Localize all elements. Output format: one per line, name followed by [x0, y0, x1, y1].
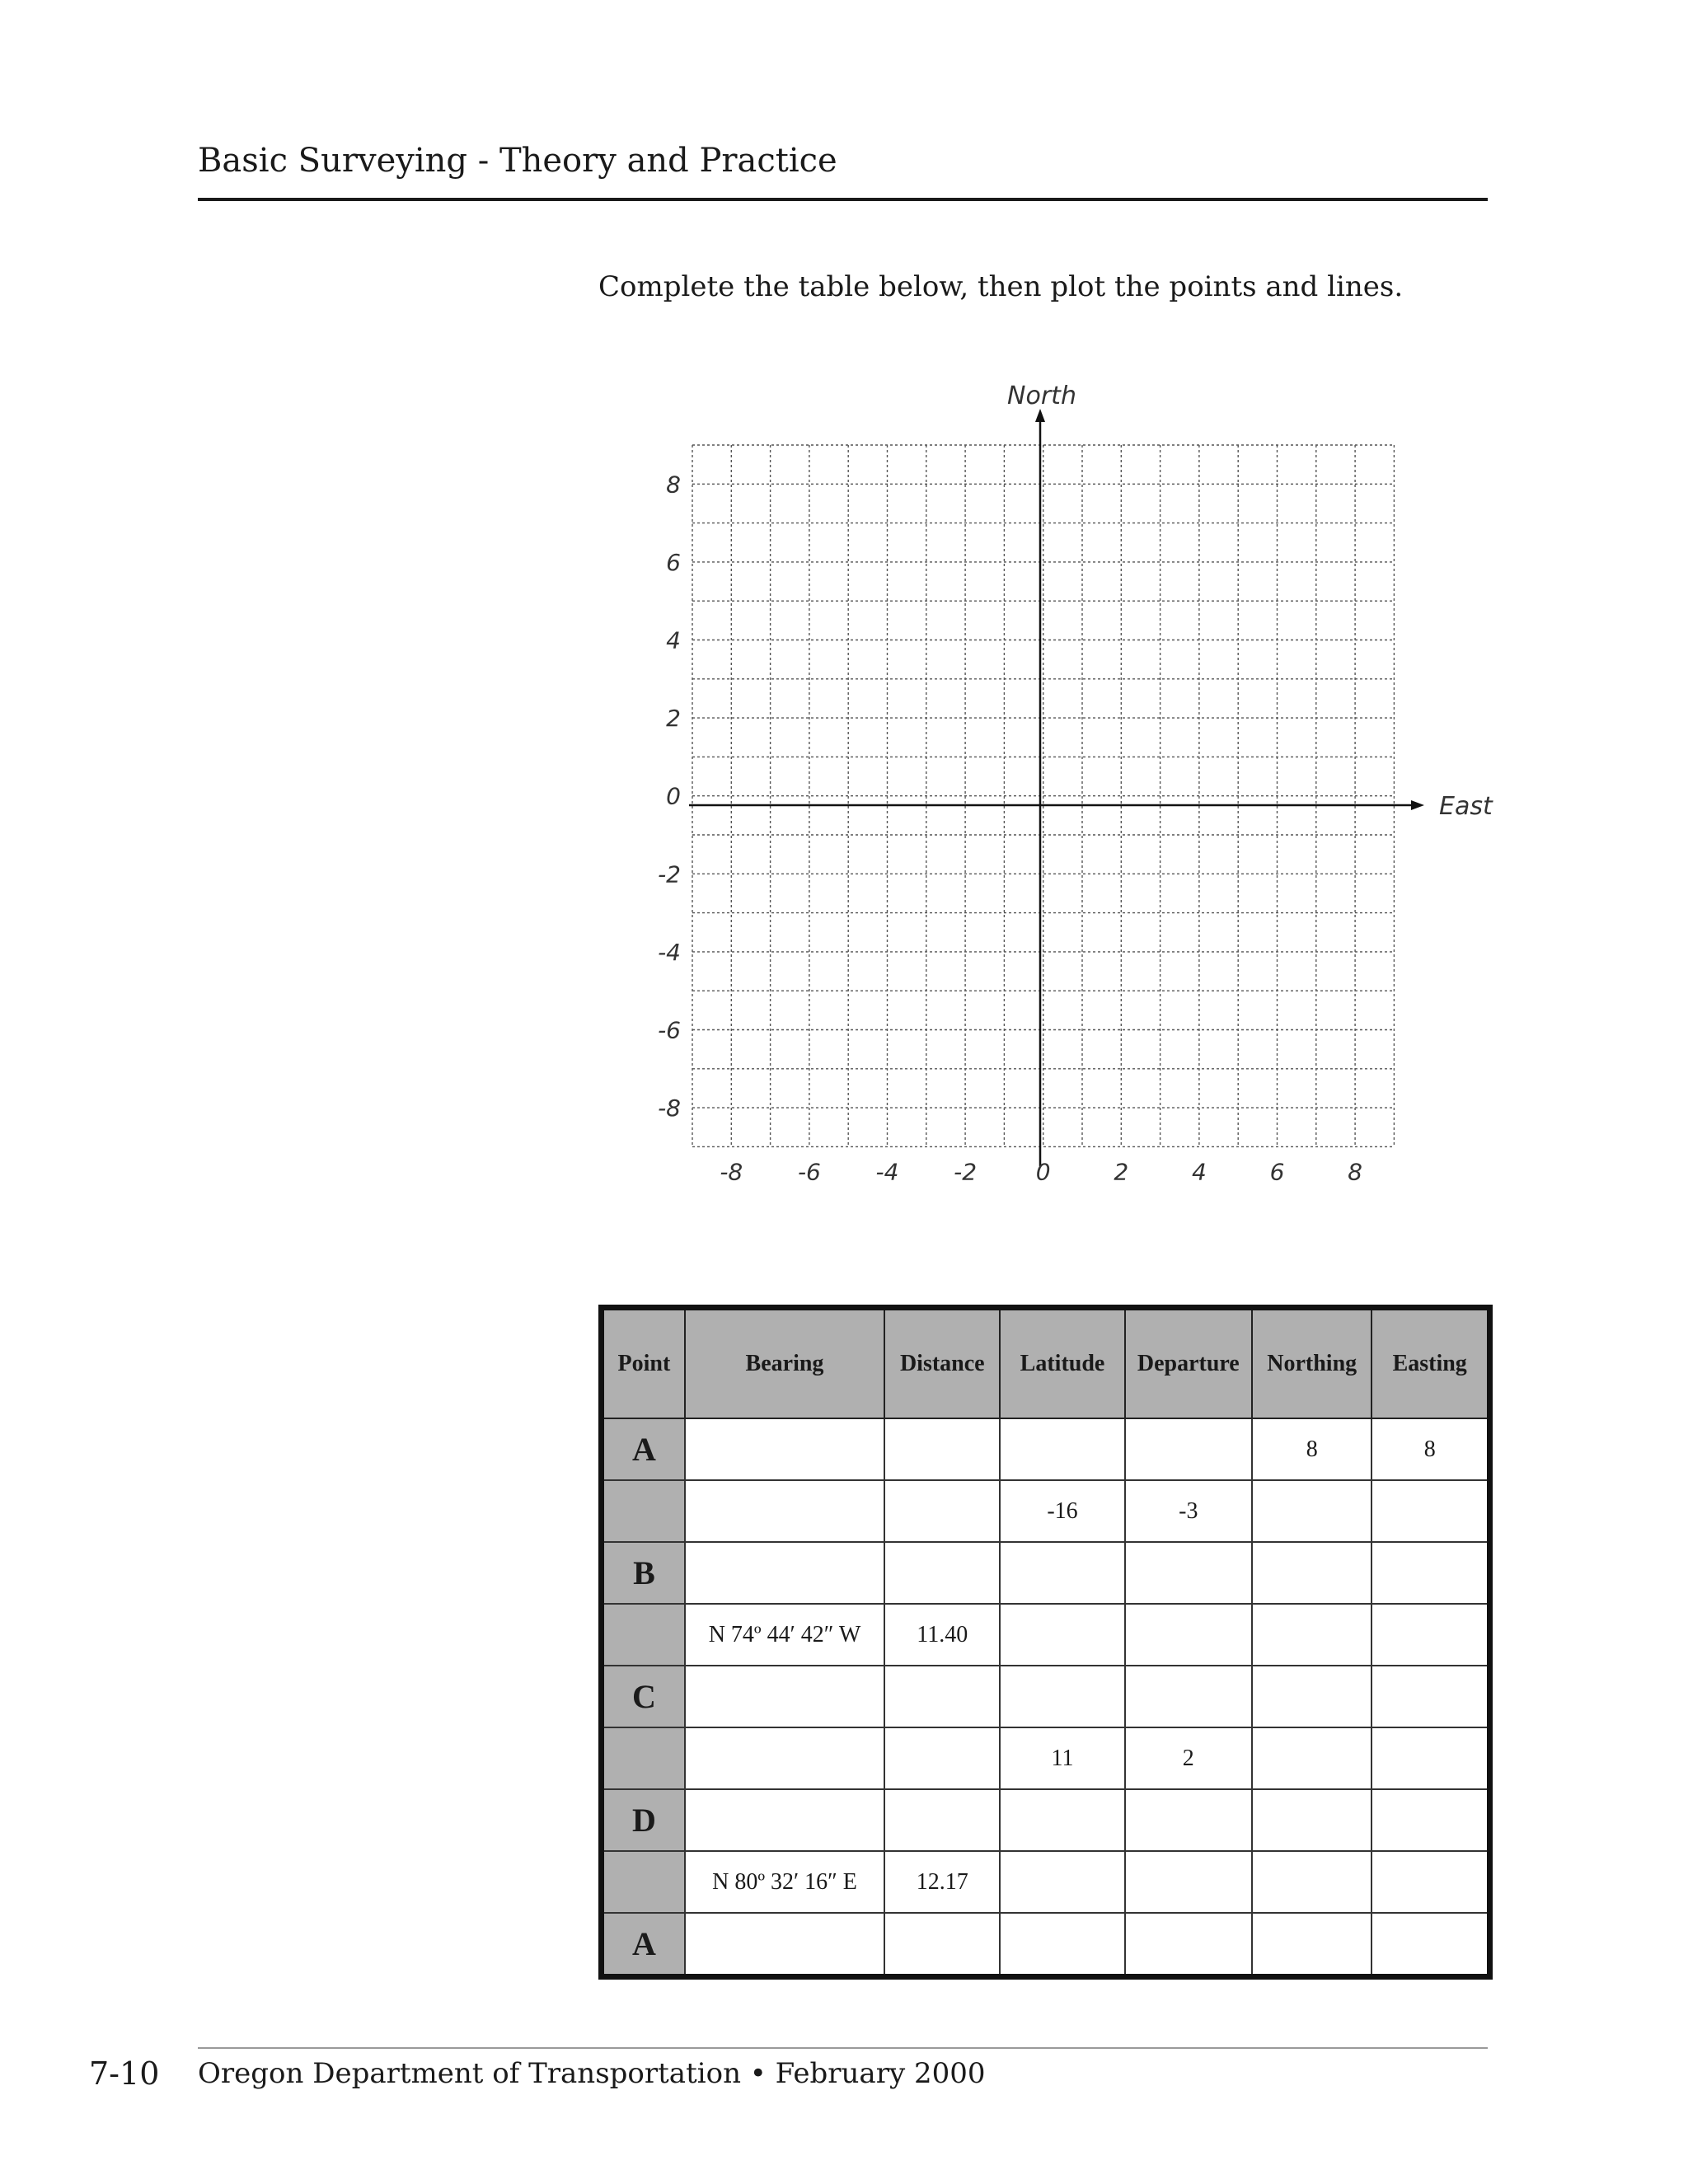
table-cell[interactable] — [685, 1418, 884, 1480]
page-header-title: Basic Surveying - Theory and Practice — [198, 142, 837, 180]
table-cell[interactable] — [1125, 1913, 1252, 1977]
instruction-text: Complete the table below, then plot the points and lines. — [598, 270, 1404, 303]
x-tick-label: 4 — [1191, 1158, 1207, 1186]
point-cell[interactable]: B — [602, 1542, 685, 1604]
point-cell[interactable]: A — [602, 1913, 685, 1977]
column-header: Departure — [1125, 1308, 1252, 1419]
point-cell[interactable] — [602, 1604, 685, 1666]
column-header: Latitude — [1000, 1308, 1124, 1419]
table-cell[interactable] — [884, 1418, 1000, 1480]
table-cell[interactable] — [1372, 1789, 1489, 1851]
table-cell[interactable] — [1252, 1666, 1372, 1727]
table-cell[interactable] — [1125, 1666, 1252, 1727]
column-header: Distance — [884, 1308, 1000, 1419]
y-tick-label: 6 — [666, 548, 681, 576]
table-cell[interactable] — [1252, 1727, 1372, 1789]
y-tick-label: 2 — [666, 705, 681, 733]
table-cell[interactable] — [884, 1542, 1000, 1604]
column-header: Northing — [1252, 1308, 1372, 1419]
east-label: East — [1439, 792, 1493, 821]
axes — [689, 409, 1424, 1166]
table-cell[interactable] — [1252, 1542, 1372, 1604]
table-cell[interactable] — [685, 1913, 884, 1977]
table-cell[interactable] — [1252, 1913, 1372, 1977]
table-cell[interactable]: 8 — [1372, 1418, 1489, 1480]
east-arrow-icon — [1411, 800, 1424, 810]
table-cell[interactable]: 11.40 — [884, 1604, 1000, 1666]
point-cell[interactable]: D — [602, 1789, 685, 1851]
table-cell[interactable]: N 80º 32′ 16″ E — [685, 1851, 884, 1913]
x-tick-labels — [720, 1158, 1362, 1185]
x-tick-label: 8 — [1348, 1158, 1363, 1186]
x-tick-label: 0 — [1035, 1158, 1051, 1186]
table-cell[interactable] — [685, 1480, 884, 1542]
table-row — [602, 1480, 1490, 1542]
y-tick-label: 4 — [666, 626, 681, 654]
table-row — [602, 1418, 1490, 1480]
table-row — [602, 1666, 1490, 1727]
table-cell[interactable] — [1252, 1480, 1372, 1542]
coordinate-grid — [626, 379, 1500, 1203]
table-cell[interactable]: N 74º 44′ 42″ W — [685, 1604, 884, 1666]
table-cell[interactable] — [884, 1480, 1000, 1542]
table-cell[interactable] — [1252, 1851, 1372, 1913]
y-tick-label: 0 — [666, 782, 681, 810]
table-cell[interactable] — [1252, 1789, 1372, 1851]
table-cell[interactable] — [884, 1789, 1000, 1851]
y-tick-label: -8 — [658, 1094, 681, 1122]
table-row — [602, 1851, 1490, 1913]
table-cell[interactable] — [685, 1727, 884, 1789]
header-rule — [198, 198, 1488, 201]
table-body — [602, 1418, 1490, 1977]
table-cell[interactable] — [685, 1789, 884, 1851]
table-cell[interactable] — [1372, 1851, 1489, 1913]
table-cell[interactable] — [1000, 1542, 1124, 1604]
table-cell[interactable] — [1372, 1542, 1489, 1604]
x-tick-label: 2 — [1114, 1158, 1129, 1186]
table-cell[interactable]: 2 — [1125, 1727, 1252, 1789]
column-header: Point — [602, 1308, 685, 1419]
table-cell[interactable] — [685, 1666, 884, 1727]
table-cell[interactable] — [884, 1913, 1000, 1977]
x-tick-label: 6 — [1269, 1158, 1285, 1186]
table-row — [602, 1789, 1490, 1851]
y-tick-label: -6 — [658, 1016, 681, 1044]
point-cell[interactable] — [602, 1727, 685, 1789]
table-header-row — [602, 1308, 1490, 1419]
table-cell[interactable] — [884, 1666, 1000, 1727]
x-tick-label: -4 — [875, 1158, 899, 1186]
footer-text: Oregon Department of Transportation • February 2000 — [198, 2057, 986, 2090]
table-cell[interactable] — [884, 1727, 1000, 1789]
y-tick-label: -2 — [658, 860, 681, 888]
table-row — [602, 1542, 1490, 1604]
y-tick-label: -4 — [658, 938, 681, 966]
x-tick-label: -8 — [720, 1158, 743, 1186]
table-cell[interactable] — [1372, 1666, 1489, 1727]
table-cell[interactable] — [1372, 1727, 1489, 1789]
point-cell[interactable]: C — [602, 1666, 685, 1727]
table-cell[interactable] — [1000, 1789, 1124, 1851]
table-cell[interactable] — [1000, 1418, 1124, 1480]
table-cell[interactable] — [1125, 1604, 1252, 1666]
table-cell[interactable] — [1372, 1913, 1489, 1977]
point-cell[interactable]: A — [602, 1418, 685, 1480]
table-cell[interactable] — [1125, 1789, 1252, 1851]
table-cell[interactable]: -16 — [1000, 1480, 1124, 1542]
table-cell[interactable]: 11 — [1000, 1727, 1124, 1789]
point-cell[interactable] — [602, 1480, 685, 1542]
table-cell[interactable] — [1252, 1604, 1372, 1666]
column-header: Bearing — [685, 1308, 884, 1419]
table-cell[interactable] — [1000, 1913, 1124, 1977]
y-tick-label: 8 — [666, 471, 681, 499]
table-cell[interactable] — [1372, 1604, 1489, 1666]
table-cell[interactable]: 12.17 — [884, 1851, 1000, 1913]
table-cell[interactable]: -3 — [1125, 1480, 1252, 1542]
table-cell[interactable] — [1372, 1480, 1489, 1542]
table-cell[interactable] — [1000, 1666, 1124, 1727]
table-cell[interactable]: 8 — [1252, 1418, 1372, 1480]
table-cell[interactable] — [1125, 1851, 1252, 1913]
survey-table — [598, 1305, 1493, 1980]
north-arrow-icon — [1035, 409, 1045, 422]
table-cell[interactable] — [685, 1542, 884, 1604]
footer-rule — [198, 2047, 1488, 2049]
table-row — [602, 1727, 1490, 1789]
table-cell[interactable] — [1000, 1604, 1124, 1666]
page-number: 7-10 — [89, 2055, 160, 2092]
column-header: Easting — [1372, 1308, 1489, 1419]
point-cell[interactable] — [602, 1851, 685, 1913]
table-row — [602, 1604, 1490, 1666]
x-tick-label: -2 — [954, 1158, 978, 1186]
grid-lines — [692, 445, 1394, 1146]
north-label: North — [1007, 382, 1076, 410]
table-cell[interactable] — [1125, 1542, 1252, 1604]
table-cell[interactable] — [1000, 1851, 1124, 1913]
table-row — [602, 1913, 1490, 1977]
y-tick-labels — [658, 471, 681, 1122]
x-tick-label: -6 — [797, 1158, 821, 1186]
table-cell[interactable] — [1125, 1418, 1252, 1480]
